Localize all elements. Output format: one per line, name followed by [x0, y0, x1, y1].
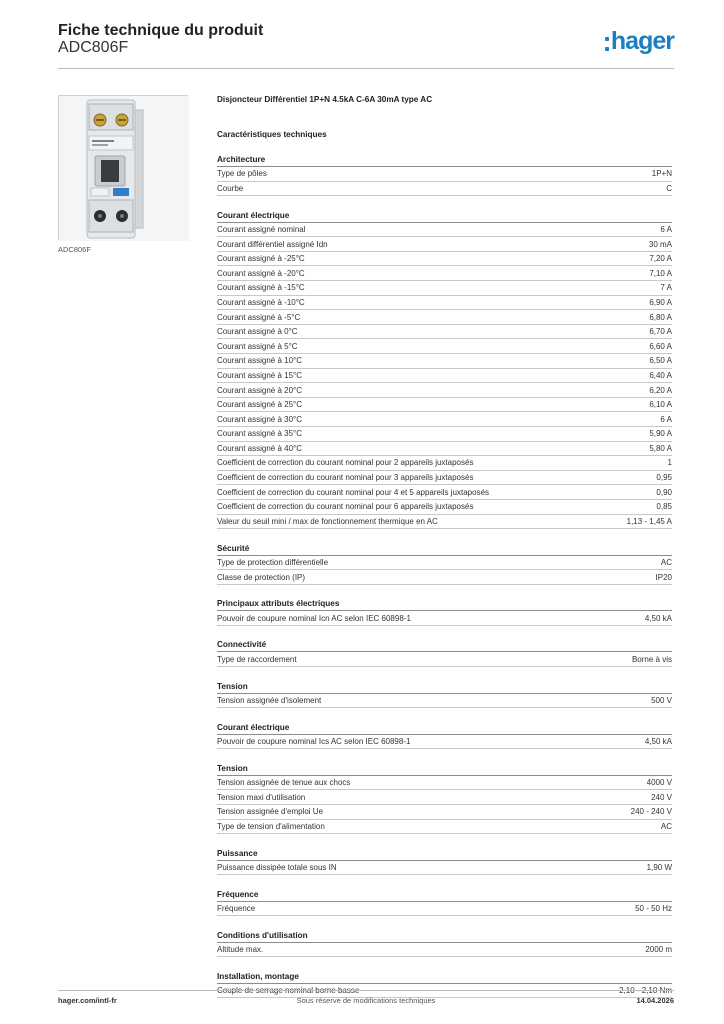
footer-notice: Sous réserve de modifications techniques	[296, 996, 436, 1005]
spec-section	[217, 849, 672, 876]
page-header	[58, 20, 674, 70]
spec-value: C	[666, 183, 672, 193]
spec-row	[217, 471, 672, 486]
section-title: Courant électrique	[217, 211, 672, 223]
spec-value: 6,80 A	[649, 312, 672, 322]
spec-label: Fréquence	[217, 903, 256, 913]
section-title: Principaux attributs électriques	[217, 599, 672, 611]
spec-label: Courbe	[217, 183, 244, 193]
spec-row	[217, 354, 672, 369]
spec-value: 0,95	[656, 473, 672, 483]
spec-row	[217, 652, 672, 667]
spec-row	[217, 223, 672, 238]
spec-label: Type de raccordement	[217, 654, 297, 664]
spec-row	[217, 252, 672, 267]
spec-row	[217, 266, 672, 281]
spec-label: Pouvoir de coupure nominal Icn AC selon IEC 60898-1	[217, 613, 411, 623]
spec-value: 6,10 A	[649, 400, 672, 410]
footer-website-link[interactable]: hager.com/intl-fr	[58, 996, 117, 1005]
spec-label: Coefficient de correction du courant nominal pour 4 et 5 appareils juxtaposés	[217, 487, 490, 497]
spec-row	[217, 861, 672, 876]
spec-label: Courant assigné à 35°C	[217, 429, 303, 439]
section-title: Sécurité	[217, 544, 672, 556]
spec-value: 1,13 - 1,45 A	[626, 516, 672, 526]
spec-value: Borne à vis	[631, 654, 672, 664]
section-title: Tension	[217, 764, 672, 776]
spec-label: Tension assignée d'isolement	[217, 695, 322, 705]
spec-label: Courant assigné à 30°C	[217, 414, 303, 424]
spec-label: Courant assigné à -10°C	[217, 297, 305, 307]
spec-row	[217, 296, 672, 311]
spec-row	[217, 790, 672, 805]
footer-divider	[58, 990, 674, 991]
spec-label: Courant assigné à 25°C	[217, 400, 303, 410]
header-divider	[58, 68, 674, 69]
spec-value: AC	[660, 821, 672, 831]
spec-value: 0,85	[656, 502, 672, 512]
spec-row	[217, 902, 672, 917]
spec-label: Courant assigné à 20°C	[217, 385, 303, 395]
spec-label: Altitude max.	[217, 945, 264, 955]
footer-date: 14.04.2026	[636, 996, 674, 1005]
spec-row	[217, 369, 672, 384]
spec-row	[217, 281, 672, 296]
spec-label: Courant assigné à 40°C	[217, 443, 303, 453]
spec-value: 6,20 A	[649, 385, 672, 395]
spec-value: 240 - 240 V	[630, 807, 672, 817]
document-title: Fiche technique du produit	[58, 22, 264, 39]
spec-section	[217, 931, 672, 958]
spec-row	[217, 943, 672, 958]
section-title: Tension	[217, 682, 672, 694]
spec-row	[217, 485, 672, 500]
spec-row	[217, 515, 672, 530]
spec-row	[217, 310, 672, 325]
spec-row	[217, 412, 672, 427]
spec-label: Tension maxi d'utilisation	[217, 792, 306, 802]
spec-label: Courant assigné à -25°C	[217, 254, 305, 264]
spec-label: Type de tension d'alimentation	[217, 821, 325, 831]
spec-row	[217, 398, 672, 413]
spec-row	[217, 611, 672, 626]
spec-label: Type de pôles	[217, 169, 267, 179]
section-title: Puissance	[217, 849, 672, 861]
spec-section	[217, 155, 672, 196]
spec-section	[217, 890, 672, 917]
specifications-panel	[217, 95, 672, 1013]
spec-value: 6 A	[660, 224, 672, 234]
spec-value: 240 V	[651, 792, 672, 802]
spec-row	[217, 735, 672, 750]
spec-value: 1	[667, 458, 672, 468]
section-title: Conditions d'utilisation	[217, 931, 672, 943]
technical-characteristics-heading: Caractéristiques techniques	[217, 130, 327, 139]
spec-section	[217, 211, 672, 529]
spec-label: Classe de protection (IP)	[217, 572, 306, 582]
spec-value: 6,70 A	[649, 327, 672, 337]
spec-value: 1,90 W	[646, 862, 672, 872]
spec-value: 1P+N	[651, 169, 672, 179]
spec-value: AC	[660, 557, 672, 567]
spec-row	[217, 820, 672, 835]
spec-section	[217, 723, 672, 750]
spec-value: 6,60 A	[649, 341, 672, 351]
spec-row	[217, 805, 672, 820]
spec-label: Courant assigné à -5°C	[217, 312, 301, 322]
spec-value: 4,50 kA	[644, 736, 672, 746]
spec-section	[217, 682, 672, 709]
spec-section	[217, 640, 672, 667]
spec-row	[217, 383, 672, 398]
spec-value: 7 A	[660, 283, 672, 293]
spec-section	[217, 972, 672, 999]
section-title: Installation, montage	[217, 972, 672, 984]
spec-value: 0,90	[656, 487, 672, 497]
spec-label: Courant assigné à -20°C	[217, 268, 305, 278]
spec-value: 500 V	[651, 695, 672, 705]
spec-value: IP20	[655, 572, 672, 582]
spec-value: 6 A	[660, 414, 672, 424]
spec-label: Courant assigné à 0°C	[217, 327, 298, 337]
spec-row	[217, 237, 672, 252]
spec-sections	[217, 155, 672, 998]
spec-label: Tension assignée de tenue aux chocs	[217, 778, 351, 788]
product-reference: ADC806F	[58, 39, 129, 56]
spec-row	[217, 442, 672, 457]
hager-logo	[605, 26, 674, 56]
section-title: Fréquence	[217, 890, 672, 902]
spec-value: 4000 V	[646, 778, 672, 788]
product-description: Disjoncteur Différentiel 1P+N 4.5kA C-6A 30mA type AC	[217, 95, 433, 104]
spec-label: Courant assigné à -15°C	[217, 283, 305, 293]
spec-label: Coefficient de correction du courant nominal pour 2 appareils juxtaposés	[217, 458, 474, 468]
spec-label: Puissance dissipée totale sous IN	[217, 862, 337, 872]
spec-value: 30 mA	[648, 239, 672, 249]
spec-row	[217, 500, 672, 515]
spec-label: Courant assigné à 5°C	[217, 341, 298, 351]
spec-value: 7,10 A	[649, 268, 672, 278]
image-caption: ADC806F	[58, 245, 91, 254]
product-image	[58, 95, 188, 240]
spec-value: 50 - 50 Hz	[635, 903, 672, 913]
spec-label: Courant différentiel assigné Idn	[217, 239, 328, 249]
spec-label: Pouvoir de coupure nominal Ics AC selon IEC 60898-1	[217, 736, 411, 746]
section-title: Architecture	[217, 155, 672, 167]
spec-value: 5,90 A	[649, 429, 672, 439]
section-title: Courant électrique	[217, 723, 672, 735]
spec-row	[217, 167, 672, 182]
logo-text: hager	[610, 26, 674, 55]
spec-label: Coefficient de correction du courant nominal pour 6 appareils juxtaposés	[217, 502, 474, 512]
spec-label: Courant assigné à 15°C	[217, 370, 303, 380]
spec-value: 2000 m	[645, 945, 672, 955]
spec-value: 5,80 A	[649, 443, 672, 453]
spec-row	[217, 456, 672, 471]
spec-section	[217, 599, 672, 626]
spec-value: 4,50 kA	[644, 613, 672, 623]
spec-label: Type de protection différentielle	[217, 557, 329, 567]
spec-section	[217, 764, 672, 834]
spec-value: 6,50 A	[649, 356, 672, 366]
spec-value: 7,20 A	[649, 254, 672, 264]
spec-row	[217, 570, 672, 585]
spec-row	[217, 427, 672, 442]
spec-row	[217, 694, 672, 709]
spec-section	[217, 544, 672, 585]
spec-row	[217, 776, 672, 791]
spec-value: 6,90 A	[649, 297, 672, 307]
spec-row	[217, 325, 672, 340]
spec-label: Valeur du seuil mini / max de fonctionnement thermique en AC	[217, 516, 438, 526]
spec-label: Tension assignée d'emploi Ue	[217, 807, 324, 817]
spec-row	[217, 556, 672, 571]
breaker-illustration	[59, 96, 189, 241]
section-title: Connectivité	[217, 640, 672, 652]
logo-colon-icon	[605, 37, 609, 51]
spec-row	[217, 182, 672, 197]
spec-label: Courant assigné nominal	[217, 224, 306, 234]
spec-row	[217, 339, 672, 354]
spec-value: 6,40 A	[649, 370, 672, 380]
spec-label: Courant assigné à 10°C	[217, 356, 303, 366]
spec-label: Coefficient de correction du courant nominal pour 3 appareils juxtaposés	[217, 473, 474, 483]
